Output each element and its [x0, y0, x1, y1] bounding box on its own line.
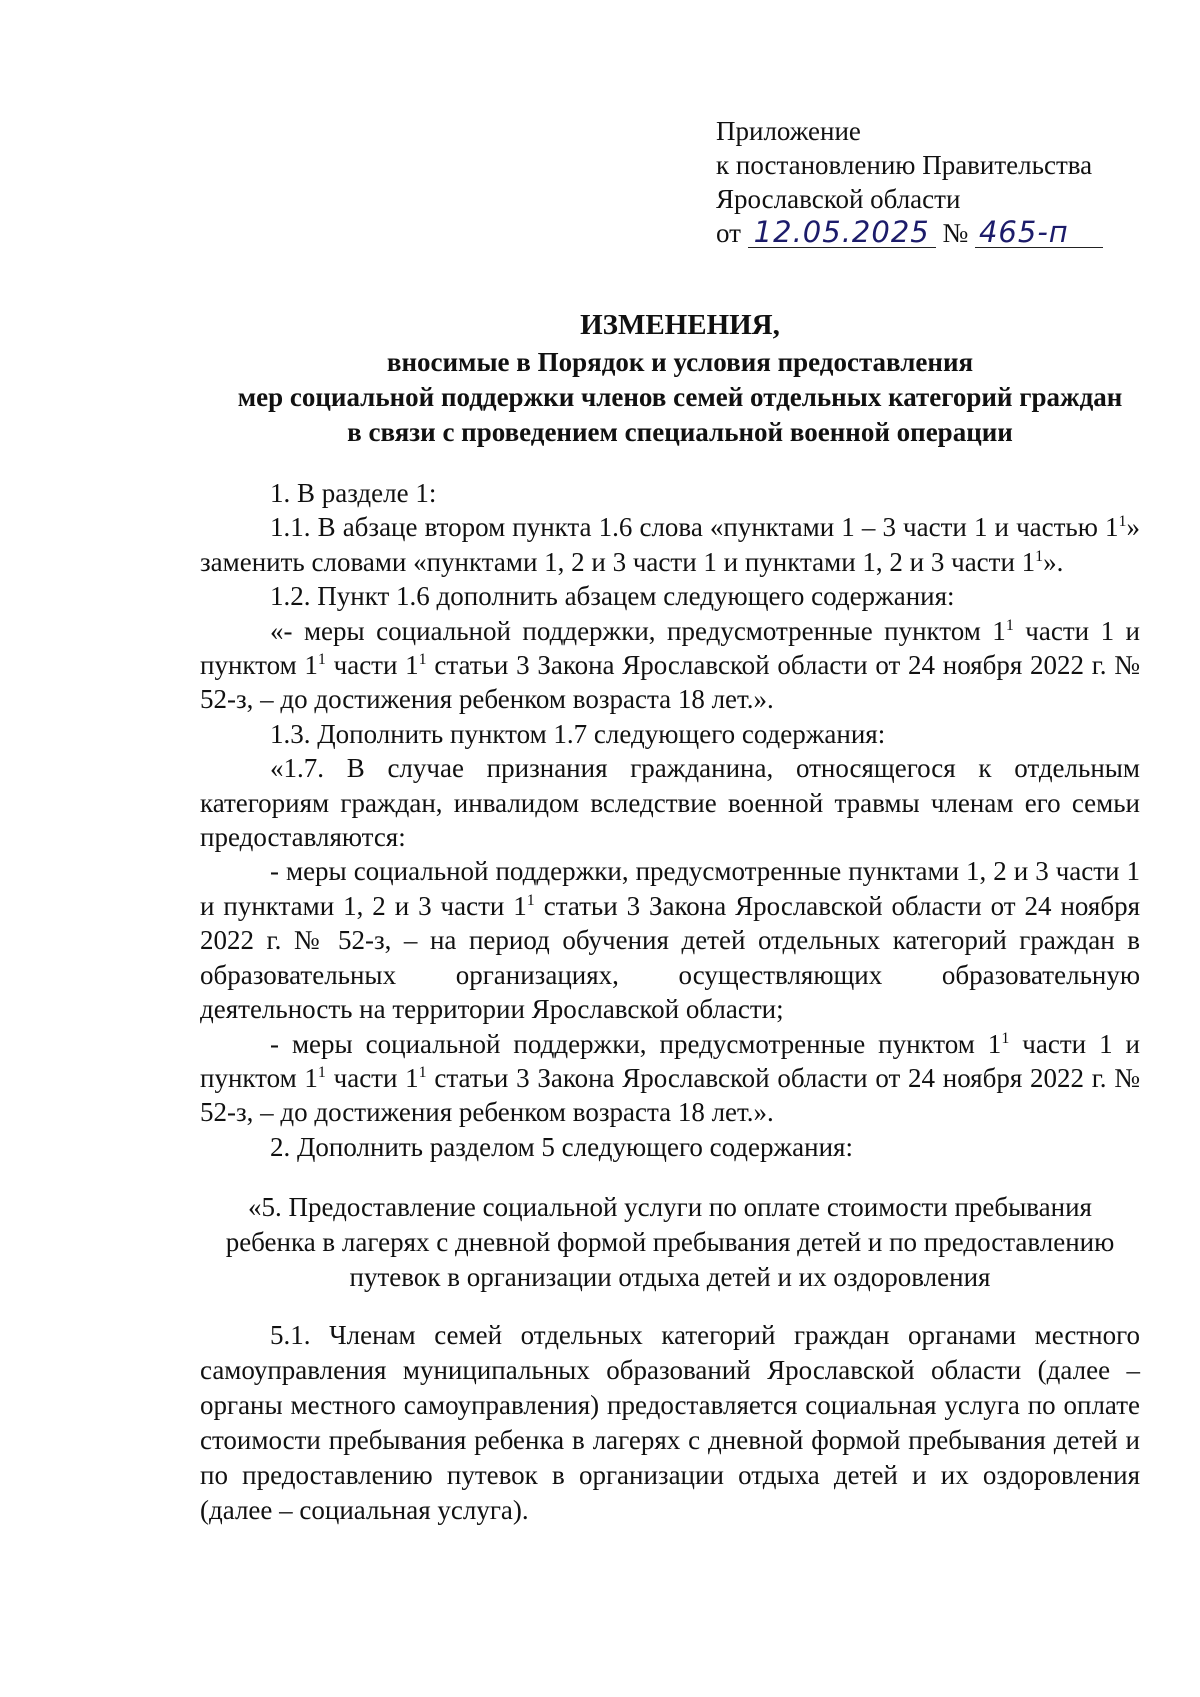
text: статьи 3 Закона Ярославской области от 24 ноября 2022 г. № 52-з, – до достижения ребенком возраста 18 лет.». — [200, 650, 1140, 715]
document-title — [200, 308, 1160, 450]
section-5-body — [200, 1318, 1140, 1528]
title-line: вносимые в Порядок и условия предоставления — [386, 347, 974, 377]
text: части 1 — [325, 650, 419, 681]
text: » заменить словами «пунктами 1, 2 и 3 части 1 и пунктами 1, 2 и 3 части 1 — [200, 512, 1140, 577]
paragraph: 5.1. Членам семей отдельных категорий граждан органами местного самоуправления муниципальных образований Ярославской области (далее – органы местного самоуправления) предоставляется социальная услуга по оплате стоимости пребывания ребенка в лагерях с дневной формой пребывания детей и по предоставлению путевок в организации отдыха детей и их оздоровления (далее – социальная услуга). — [200, 1320, 1140, 1525]
date-prefix: от — [716, 218, 741, 248]
appendix-line: к постановлению Правительства — [716, 150, 1093, 180]
paragraph: «1.7. В случае признания гражданина, относящегося к отдельным категориям граждан, инвалидом вследствие военной травмы членам его семьи предоставляются: — [200, 753, 1140, 853]
section-heading-line: путевок в организации отдыха детей и их оздоровления — [349, 1262, 991, 1292]
paragraph: 2. Дополнить разделом 5 следующего содержания: — [270, 1131, 853, 1162]
handwritten-number: 465-п — [975, 217, 1103, 248]
superscript: 1 — [317, 1063, 326, 1081]
section-heading-line: «5. Предоставление социальной услуги по оплате стоимости пребывания — [248, 1192, 1092, 1222]
text: 1.1. В абзаце втором пункта 1.6 слова «пунктами 1 – 3 части 1 и частью 1 — [270, 512, 1119, 543]
handwritten-date: 12.05.2025 — [748, 217, 936, 248]
appendix-header — [716, 114, 1103, 250]
title-line: мер социальной поддержки членов семей отдельных категорий граждан — [237, 382, 1123, 412]
appendix-date-number-line — [716, 216, 1103, 250]
superscript: 1 — [1035, 547, 1044, 565]
paragraph — [200, 1027, 1140, 1130]
text: ». — [1043, 546, 1064, 577]
text: части 1 и пунктом 1 — [200, 615, 1140, 681]
superscript: 1 — [317, 651, 326, 669]
superscript: 1 — [1118, 513, 1127, 531]
text: статьи 3 Закона Ярославской области от 24 ноября 2022 г. № 52-з, – до достижения ребенком возраста 18 лет.». — [200, 1062, 1140, 1128]
superscript: 1 — [1001, 1029, 1010, 1047]
paragraph: 1.3. Дополнить пунктом 1.7 следующего содержания: — [270, 718, 886, 749]
section-5-heading — [200, 1190, 1140, 1295]
text: статьи 3 Закона Ярославской области от 24 ноября 2022 г. № 52-з, – на период обучения детей отдельных категорий граждан в образовательных организациях, осуществляющих образовательную деятельность на территории Ярославской области; — [200, 890, 1140, 1025]
appendix-line: Ярославской области — [716, 184, 961, 214]
document-body — [200, 476, 1140, 1164]
paragraph — [200, 510, 1140, 579]
title-line: ИЗМЕНЕНИЯ, — [580, 309, 780, 341]
appendix-line: Приложение — [716, 116, 861, 146]
title-line: в связи с проведением специальной военной операции — [347, 417, 1013, 447]
text: части 1 и пунктом 1 — [200, 1028, 1140, 1093]
section-heading-line: ребенка в лагерях с дневной формой пребывания детей и по предоставлению — [225, 1227, 1115, 1257]
superscript: 1 — [418, 651, 427, 669]
text: - меры социальной поддержки, предусмотренные пунктами 1, 2 и 3 части 1 и пунктами 1, 2 и 3 части 1 — [200, 856, 1140, 921]
paragraph — [200, 614, 1140, 717]
superscript: 1 — [418, 1063, 427, 1081]
text: - меры социальной поддержки, предусмотренные пунктом 1 — [270, 1028, 1002, 1059]
text: части 1 — [325, 1062, 419, 1093]
paragraph: 1. В разделе 1: — [270, 478, 437, 508]
paragraph — [200, 854, 1140, 1026]
text: «- меры социальной поддержки, предусмотренные пунктом 1 — [270, 615, 1006, 646]
superscript: 1 — [526, 891, 535, 909]
paragraph: 1.2. Пункт 1.6 дополнить абзацем следующего содержания: — [270, 581, 955, 612]
superscript: 1 — [1005, 616, 1014, 634]
number-prefix: № — [942, 218, 969, 248]
